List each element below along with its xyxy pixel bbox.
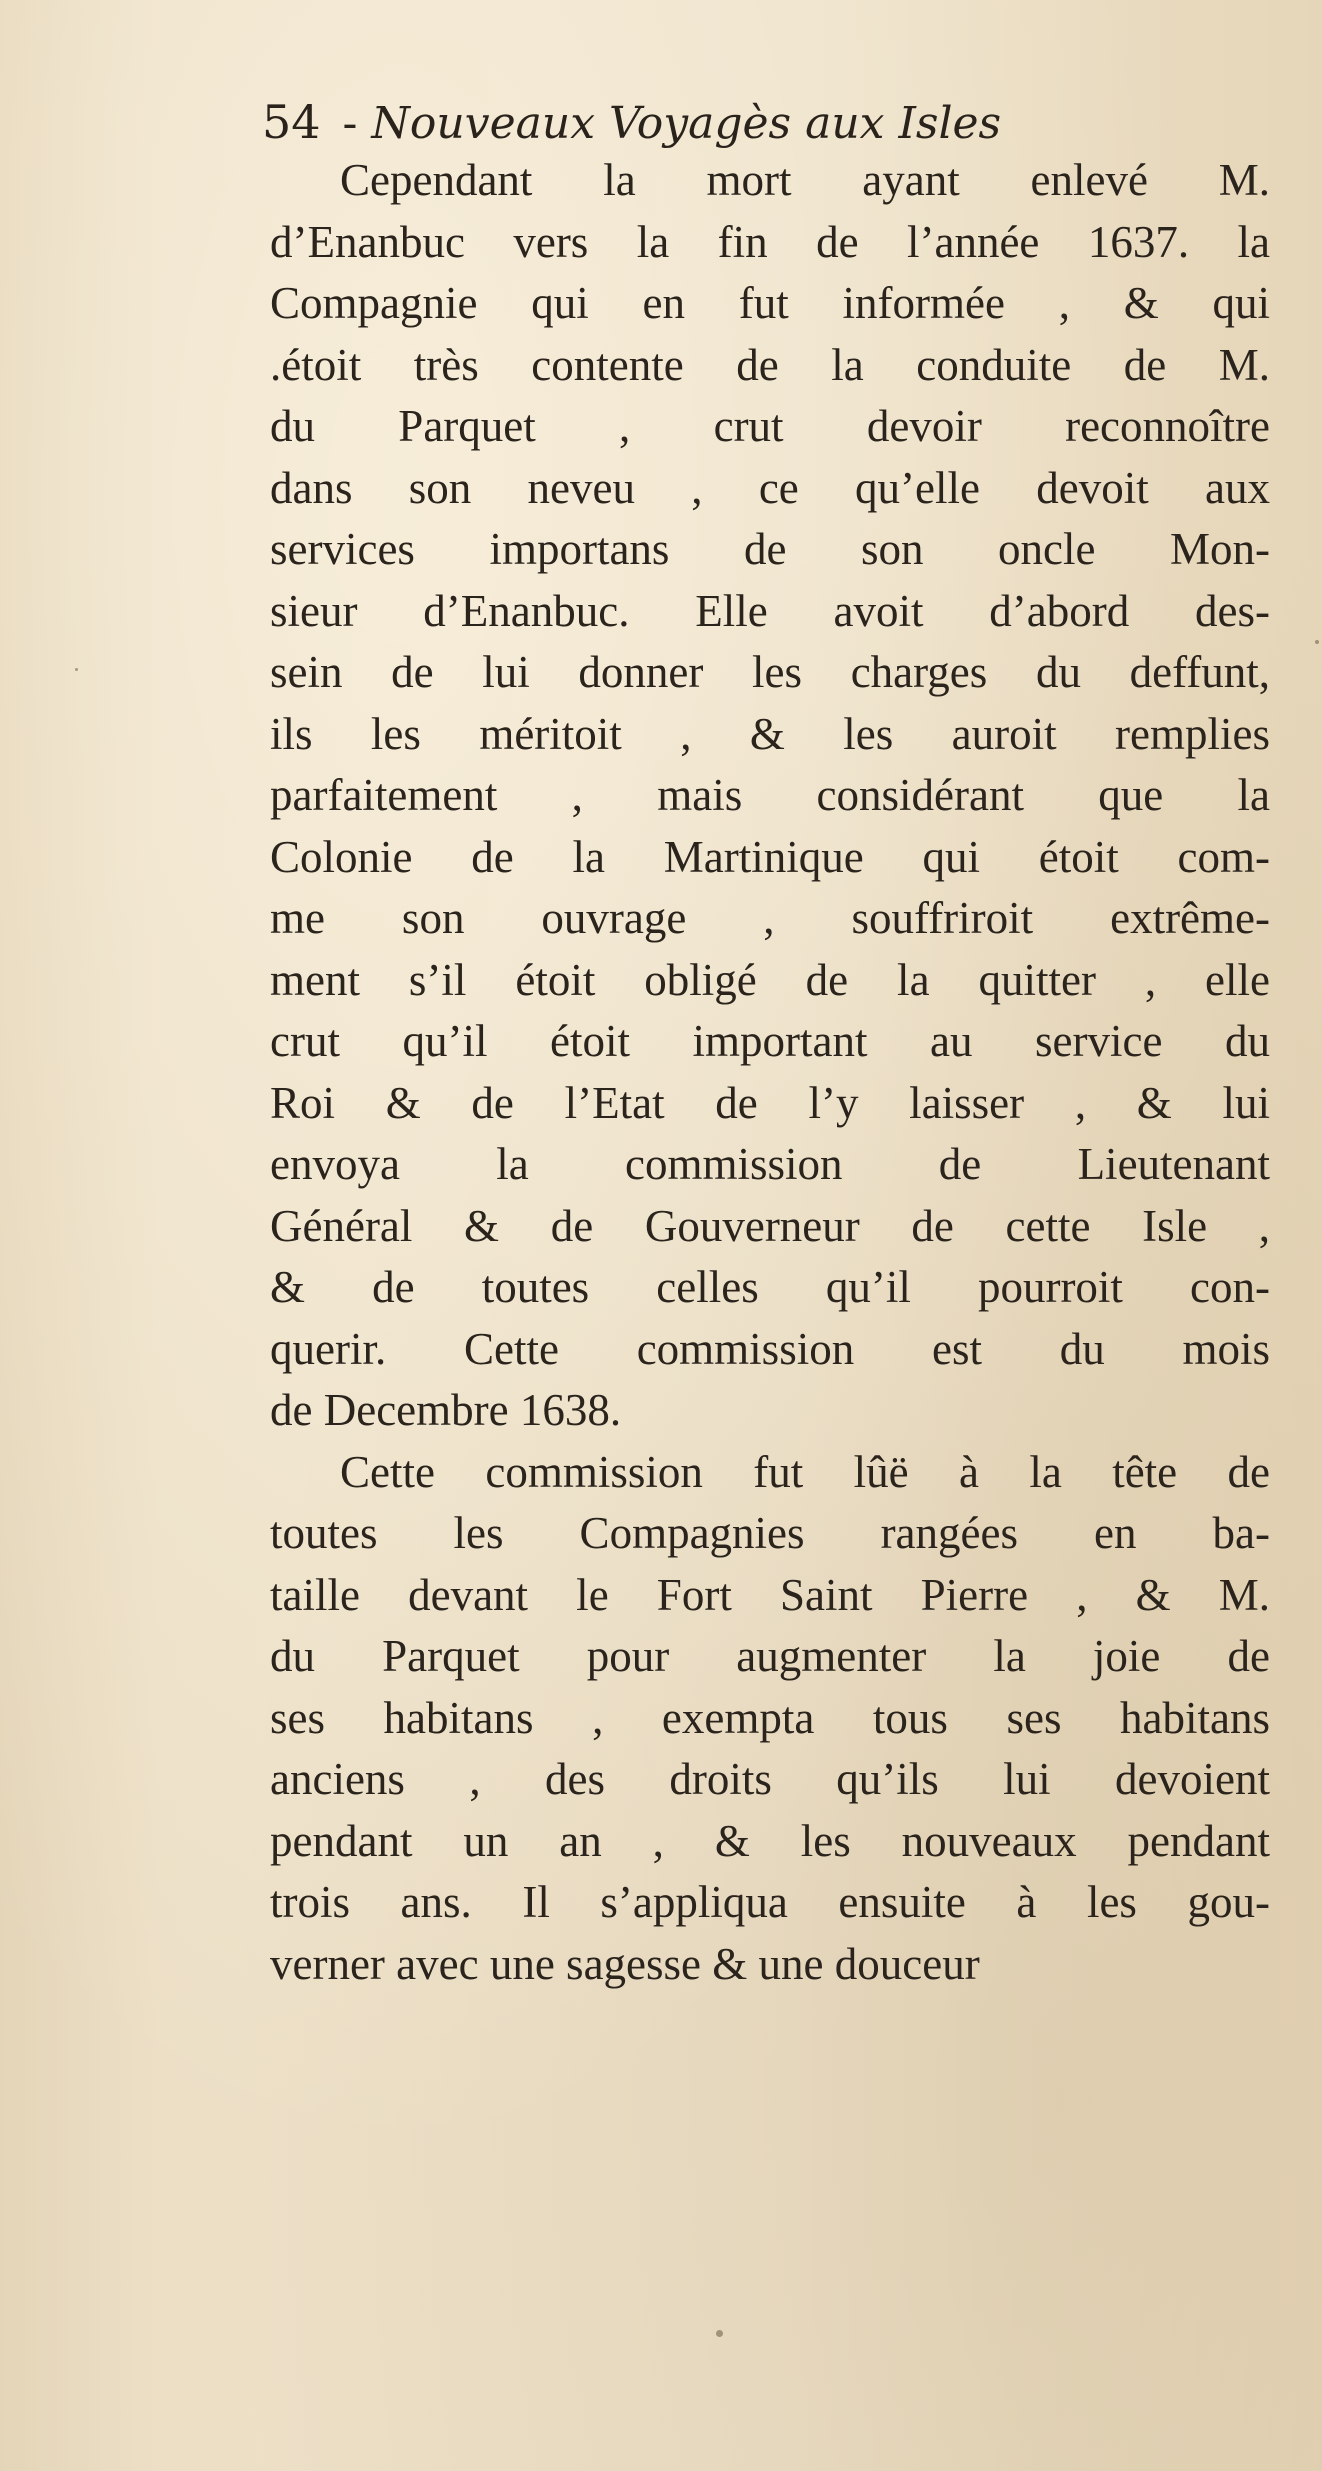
text-line: ses habitans , exempta tous ses habitans [270,1692,1270,1743]
text-line: du Parquet pour augmenter la joie de [270,1631,1270,1681]
text-line: pendant un an , & les nouveaux pendant [270,1815,1270,1866]
text-line: sein de lui donner les charges du deffunt, [270,647,1270,697]
text-line: Cependant la mort ayant enlevé M. [340,155,1270,205]
text-line: ment s’il étoit obligé de la quitter , elle [270,954,1270,1005]
text-line: du Parquet , crut devoir reconnoître [270,401,1270,451]
text-line: .étoit très contente de la conduite de M. [270,339,1270,390]
header-dash: - [342,98,358,149]
text-line: de Decembre 1638. [270,1385,622,1435]
text-line: trois ans. Il s’appliqua ensuite à les gou- [270,1877,1270,1927]
text-line: crut qu’il étoit important au service du [270,1016,1270,1066]
running-header [262,92,1001,154]
text-line: parfaitement , mais considérant que la [270,770,1270,820]
text-line: Général & de Gouverneur de cette Isle , [270,1200,1270,1251]
text-line: Compagnie qui en fut informée , & qui [270,278,1270,328]
text-line: taille devant le Fort Saint Pierre , & M. [270,1569,1270,1620]
running-title: Nouveaux Voyagès aux Isles [371,98,1002,149]
page-number: 54 [262,95,321,149]
paper-speck [75,668,78,671]
text-line: dans son neveu , ce qu’elle devoit aux [270,462,1270,513]
text-line: Cette commission fut lûë à la tête de [340,1446,1270,1497]
text-line: d’Enanbuc vers la fin de l’année 1637. la [270,216,1270,267]
page-body [270,150,1270,1995]
text-line: toutes les Compagnies rangées en ba- [270,1508,1270,1558]
paper-speck [1315,640,1319,644]
text-line: envoya la commission de Lieutenant [270,1139,1270,1189]
text-line: ils les méritoit , & les auroit remplies [270,708,1270,759]
text-line: Roi & de l’Etat de l’y laisser , & lui [270,1077,1270,1128]
text-line: sieur d’Enanbuc. Elle avoit d’abord des- [270,585,1270,636]
paper-speck [716,2330,723,2337]
text-line: querir. Cette commission est du mois [270,1323,1270,1374]
text-line: verner avec une sagesse & une douceur [270,1938,980,1989]
text-line: services importans de son oncle Mon- [270,524,1270,574]
text-line: Colonie de la Martinique qui étoit com- [270,831,1270,882]
text-line: & de toutes celles qu’il pourroit con- [270,1262,1270,1312]
text-line: anciens , des droits qu’ils lui devoient [270,1754,1270,1804]
text-line: me son ouvrage , souffriroit extrême- [270,893,1270,943]
